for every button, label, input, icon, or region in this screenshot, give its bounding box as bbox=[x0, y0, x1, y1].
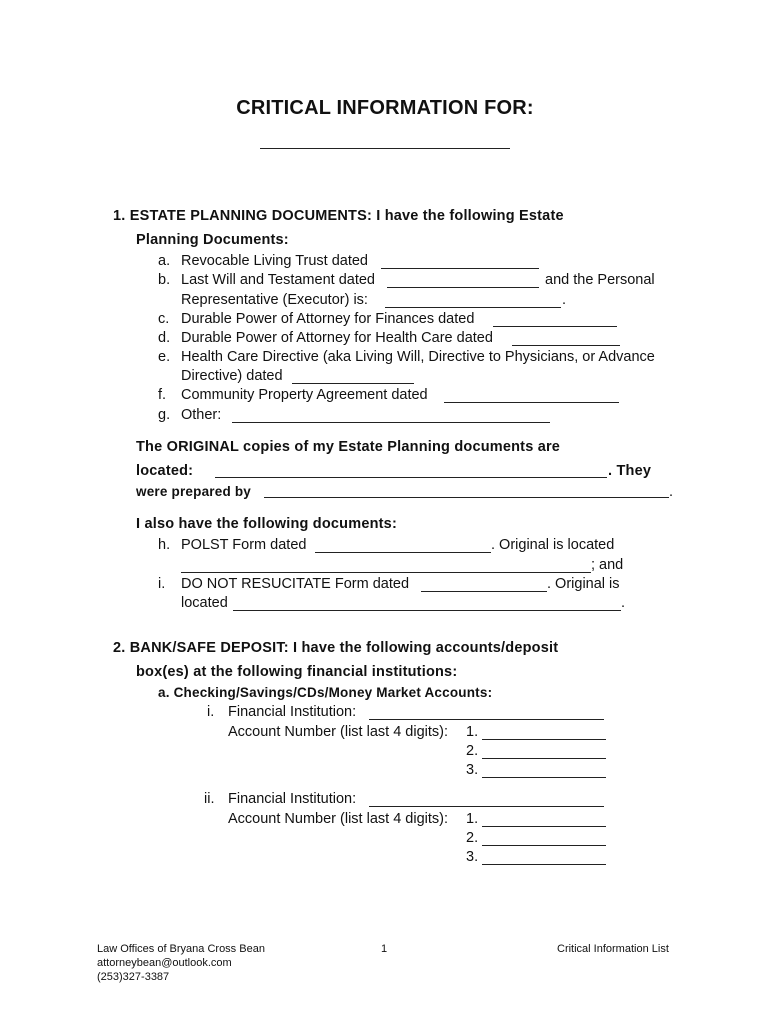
inst2-account-3-field[interactable] bbox=[482, 864, 606, 865]
footer-phone: (253)327-3387 bbox=[97, 971, 170, 983]
item-b-label: Last Will and Testament dated bbox=[181, 272, 375, 288]
item-h-marker: h. bbox=[158, 537, 171, 553]
original-located-label: located: bbox=[136, 463, 194, 479]
item-a-marker: a. bbox=[158, 253, 171, 269]
section2-heading-cont: box(es) at the following financial institutions: bbox=[136, 664, 458, 680]
original-heading: The ORIGINAL copies of my Estate Planning documents are bbox=[136, 439, 561, 455]
item-h-suffix: . Original is located bbox=[491, 537, 615, 553]
directive-date-field[interactable] bbox=[292, 383, 414, 384]
dnr-location-field[interactable] bbox=[233, 610, 621, 611]
item-i-marker: i. bbox=[158, 576, 166, 592]
inst2-account-label: Account Number (list last 4 digits): bbox=[228, 811, 448, 827]
polst-location-field[interactable] bbox=[181, 572, 591, 573]
item-b-suffix: and the Personal bbox=[545, 272, 655, 288]
inst1-num-3: 3. bbox=[466, 762, 479, 778]
item-b-end: . bbox=[562, 292, 567, 308]
footer-firm: Law Offices of Bryana Cross Bean bbox=[97, 943, 265, 955]
item-i-line2: located bbox=[181, 595, 228, 611]
finance-poa-date-field[interactable] bbox=[493, 326, 617, 327]
item-b-marker: b. bbox=[158, 272, 171, 288]
original-they-text: . They bbox=[608, 463, 652, 479]
section1-heading-cont: Planning Documents: bbox=[136, 232, 289, 248]
item-i-label: DO NOT RESUCITATE Form dated bbox=[181, 576, 410, 592]
inst1-marker: i. bbox=[207, 704, 215, 720]
item-g-label: Other: bbox=[181, 407, 222, 423]
inst2-num-1: 1. bbox=[466, 811, 479, 827]
also-have-heading: I also have the following documents: bbox=[136, 516, 397, 532]
item-h-label: POLST Form dated bbox=[181, 537, 307, 553]
inst1-label: Financial Institution: bbox=[228, 704, 357, 720]
other-field[interactable] bbox=[232, 422, 550, 423]
inst2-num-3: 3. bbox=[466, 849, 479, 865]
original-location-field[interactable] bbox=[215, 477, 607, 478]
item-e-line2: Directive) dated bbox=[181, 368, 283, 384]
footer-doc-name: Critical Information List bbox=[557, 943, 669, 955]
item-e-marker: e. bbox=[158, 349, 171, 365]
trust-date-field[interactable] bbox=[381, 268, 539, 269]
item-h-line2-end: ; and bbox=[591, 557, 624, 573]
section1-heading: 1. ESTATE PLANNING DOCUMENTS: I have the following Estate bbox=[113, 208, 564, 224]
item-b-line2: Representative (Executor) is: bbox=[181, 292, 368, 308]
section2-sub-a: a. Checking/Savings/CDs/Money Market Accounts: bbox=[158, 685, 493, 700]
name-field[interactable] bbox=[260, 148, 510, 149]
item-e-label: Health Care Directive (aka Living Will, Directive to Physicians, or Advance bbox=[181, 349, 655, 365]
prepared-by-field[interactable] bbox=[264, 497, 669, 498]
inst2-marker: ii. bbox=[204, 791, 215, 807]
prepared-by-label: were prepared by bbox=[136, 484, 251, 499]
item-a-label: Revocable Living Trust dated bbox=[181, 253, 368, 269]
prepared-by-end: . bbox=[669, 484, 674, 500]
page-title: CRITICAL INFORMATION FOR: bbox=[236, 97, 534, 119]
inst1-account-label: Account Number (list last 4 digits): bbox=[228, 724, 448, 740]
inst2-num-2: 2. bbox=[466, 830, 479, 846]
item-f-marker: f. bbox=[158, 387, 167, 403]
section2-heading: 2. BANK/SAFE DEPOSIT: I have the following accounts/deposit bbox=[113, 640, 559, 656]
item-i-suffix: . Original is bbox=[547, 576, 620, 592]
polst-date-field[interactable] bbox=[315, 552, 491, 553]
inst1-account-2-field[interactable] bbox=[482, 758, 606, 759]
item-c-marker: c. bbox=[158, 311, 170, 327]
inst2-account-1-field[interactable] bbox=[482, 826, 606, 827]
inst1-account-1-field[interactable] bbox=[482, 739, 606, 740]
page-number: 1 bbox=[381, 943, 388, 955]
item-g-marker: g. bbox=[158, 407, 171, 423]
item-c-label: Durable Power of Attorney for Finances dated bbox=[181, 311, 475, 327]
item-d-marker: d. bbox=[158, 330, 171, 346]
item-i-line2-end: . bbox=[621, 595, 626, 611]
inst2-account-2-field[interactable] bbox=[482, 845, 606, 846]
item-f-label: Community Property Agreement dated bbox=[181, 387, 428, 403]
cpa-date-field[interactable] bbox=[444, 402, 619, 403]
inst2-label: Financial Institution: bbox=[228, 791, 357, 807]
item-d-label: Durable Power of Attorney for Health Care dated bbox=[181, 330, 493, 346]
footer-email: attorneybean@outlook.com bbox=[97, 957, 232, 969]
inst1-num-1: 1. bbox=[466, 724, 479, 740]
inst2-name-field[interactable] bbox=[369, 806, 604, 807]
inst1-num-2: 2. bbox=[466, 743, 479, 759]
inst1-account-3-field[interactable] bbox=[482, 777, 606, 778]
executor-field[interactable] bbox=[385, 307, 561, 308]
dnr-date-field[interactable] bbox=[421, 591, 547, 592]
health-poa-date-field[interactable] bbox=[512, 345, 620, 346]
will-date-field[interactable] bbox=[387, 287, 539, 288]
inst1-name-field[interactable] bbox=[369, 719, 604, 720]
